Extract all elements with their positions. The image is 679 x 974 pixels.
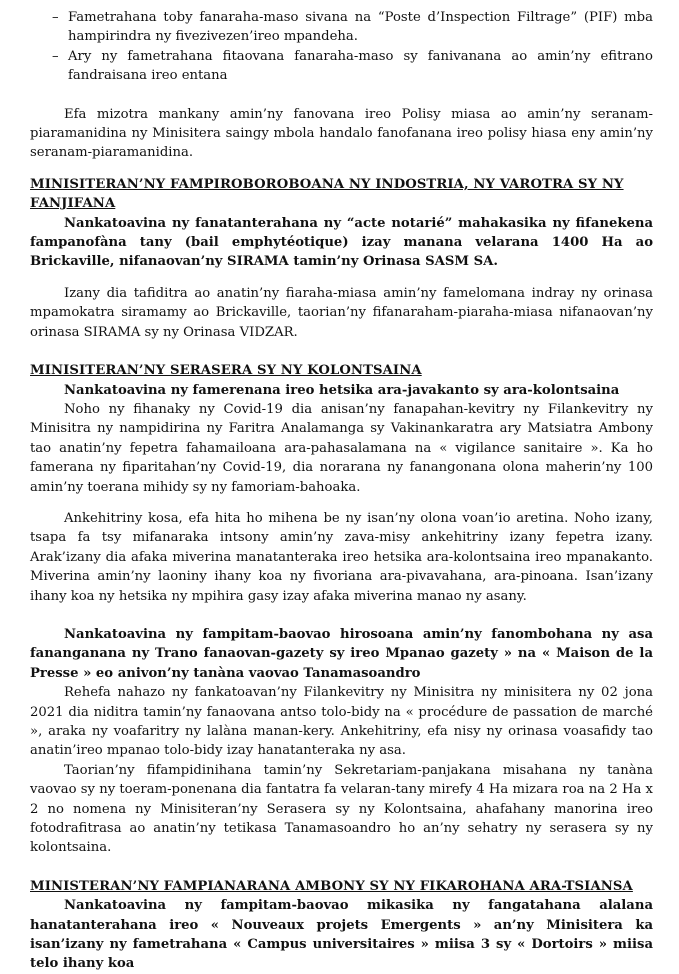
section-heading-industria: MINISITERAN’NY FAMPIROBOROBOANA NY INDOSTRIA, NY VAROTRA SY NY FANJIFANA xyxy=(30,176,624,212)
bullet-item xyxy=(30,47,653,86)
body-paragraph: Noho ny fihanaky ny Covid-19 dia anisan’ny fanapahan-kevitry ny Filankevitry ny Minisitra ny nampidirina ny Faritra Analamanga sy Vakinankaratra ary Matsiatra Ambony tao anatin’ny fepetra fahamailoana ara-pahasalamana na « vigilance sanitaire ». Ka ho famerana ny fiparitahan’ny Covid-19, dia norarana ny fanangonana olona maherin’ny 100 amin’ny toerana mihidy sy ny famoriam-bahoaka. xyxy=(30,401,653,495)
bullet-dash: – xyxy=(52,10,59,25)
body-paragraph: Izany dia tafiditra ao anatin’ny fiaraha-miasa amin’ny famelomana indray ny orinasa mpamokatra siramamy ao Brickaville, taorian’ny fifanaraham-piaraha-miasa nifanaovan’ny orinasa SIRAMA sy ny Orinasa VIDZAR. xyxy=(30,285,653,340)
decision-summary: Nankatoavina ny famerenana ireo hetsika ara-javakanto sy ara-kolontsaina xyxy=(64,382,620,398)
decision-summary: Nankatoavina ny fanatanterahana ny “acte notarié” mahakasika ny fifanekena fampanofàna tany (bail emphytéotique) izay manana velarana 1400 Ha ao Brickaville, nifanaovan’ny SIRAMA tamin’ny Orinasa SASM SA. xyxy=(30,215,653,270)
decision-summary: Nankatoavina ny fampitam-baovao hirosoana amin’ny fanombohana ny asa fananganana ny Trano fanaovan-gazety sy ireo Mpanao gazety » na « Maison de la Presse » eo anivon’ny tanàna vaovao Tanamasoandro xyxy=(30,626,653,681)
intro-paragraph: Efa mizotra mankany amin’ny fanovana ireo Polisy miasa ao amin’ny seranam-piaramanidina ny Minisitera saingy mbola handalo fanofanana ireo polisy hiasa eny amin’ny seranam-piaramanidina. xyxy=(30,106,653,161)
body-paragraph: Rehefa nahazo ny fankatoavan’ny Filankevitry ny Minisitra ny minisitera ny 02 jona 2021 dia niditra tamin’ny fanaovana antso tolo-bidy na « procédure de passation de marché », araka ny voafaritry ny lalàna manan-kery. Ankehitriny, efa nisy ny orinasa voasafidy tao anatin’ireo mpanao tolo-bidy izay hanatanteraka ny asa. xyxy=(30,685,653,759)
bullet-dash: – xyxy=(52,48,59,64)
section-heading-fampianarana: MINISTERAN’NY FAMPIANARANA AMBONY SY NY FIKAROHANA ARA-TSIANSA xyxy=(30,878,633,894)
bullet-item xyxy=(30,8,653,47)
decision-summary: Nankatoavina ny fampitam-baovao mikasika ny fangatahana alalana hanatanterahana ireo « Nouveaux projets Emergents » an’ny Minisitera ka isan’izany ny fametrahana « Campus universitaires » miisa 3 sy « Dortoirs » miisa telo ihany koa xyxy=(30,898,653,972)
bullet-text: Fametrahana toby fanaraha-maso sivana na “Poste d’Inspection Filtrage” (PIF) mba hampirindra ny fivezivezen’ireo mpandeha. xyxy=(68,10,653,45)
bullet-text: Ary ny fametrahana fitaovana fanaraha-maso sy fanivanana ao amin’ny efitrano fandraisana ireo entana xyxy=(68,48,653,84)
body-paragraph: Taorian’ny fifampidinihana tamin’ny Sekretariam-panjakana misahana ny tanàna vaovao sy ny toeram-ponenana dia fantatra fa velaran-tany mirefy 4 Ha mizara roa na 2 Ha x 2 no nomena ny Minisiteran’ny Serasera sy ny Kolontsaina, ahafahany manorina ireo fotodrafitrasa ao anatin’ny tetikasa Tanamasoandro ho an’ny sehatry ny serasera sy ny kolontsaina. xyxy=(30,762,653,856)
body-paragraph: Ankehitriny kosa, efa hita ho mihena be ny isan’ny olona voan’io aretina. Noho izany, tsapa fa tsy mifanaraka intsony amin’ny zava-misy ankehitriny izany fepetra izany. Arak’izany dia afaka miverina manatanteraka ireo hetsika ara-kolontsaina ireo mpanakanto. Miverina amin’ny laoniny ihany koa ny fivoriana ara-pivavahana, ara-pinoana. Isan’izany ihany koa ny hetsika ny mpihira gasy izay afaka miverina manao ny asany. xyxy=(30,510,653,604)
section-heading-serasera: MINISITERAN’NY SERASERA SY NY KOLONTSAINA xyxy=(30,363,422,379)
